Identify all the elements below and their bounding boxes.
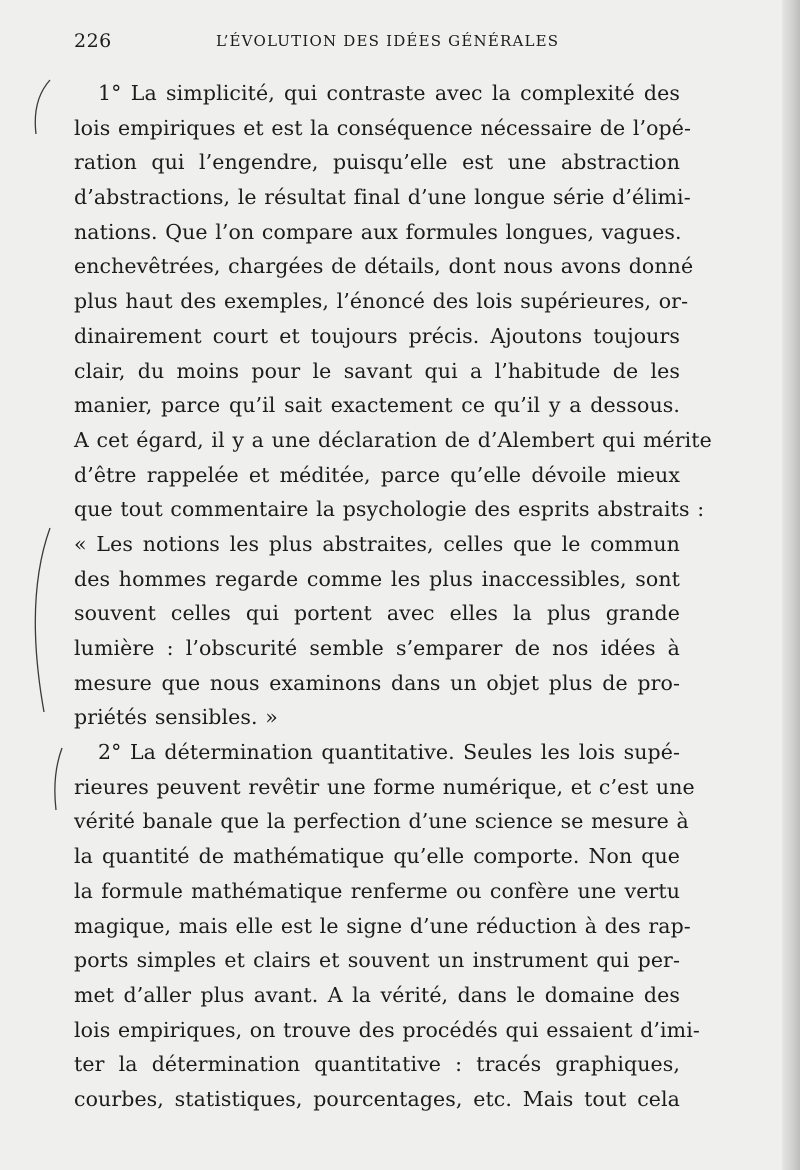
pencil-margin-marks [0,0,80,1170]
text-line: rieures peuvent revêtir une forme numérique, et c’est une [74,774,695,799]
text-line: manier, parce qu’il sait exactement ce qu’il y a dessous. [74,393,680,418]
text-line: nations. Que l’on compare aux formules longues, vagues. [74,219,682,244]
page-edge-shadow [782,0,800,1170]
text-line: ports simples et clairs et souvent un instrument qui per- [74,948,680,973]
text-line: ration qui l’engendre, puisqu’elle est une abstraction [74,150,680,175]
text-line: A cet égard, il y a une déclaration de d’Alembert qui mérite [74,427,712,452]
text-line: la quantité de mathématique qu’elle comporte. Non que [74,844,680,869]
text-line: la formule mathématique renferme ou confère une vertu [74,878,680,903]
text-line: que tout commentaire la psychologie des esprits abstraits : [74,497,705,522]
text-line: d’abstractions, le résultat final d’une longue série d’élimi- [74,185,691,210]
pencil-bracket-mark [55,748,62,810]
text-line: courbes, statistiques, pourcentages, etc. Mais tout cela [74,1086,680,1111]
text-line: lois empiriques et est la conséquence nécessaire de l’opé- [74,115,692,140]
page-number: 226 [74,30,112,52]
text-line: priétés sensibles. » [74,705,278,730]
text-line: lumière : l’obscurité semble s’emparer de nos idées à [74,636,680,660]
text-line: dinairement court et toujours précis. Ajoutons toujours [74,323,680,348]
text-line: d’être rappelée et méditée, parce qu’elle dévoile mieux [74,462,680,487]
text-line: des hommes regarde comme les plus inaccessibles, sont [74,566,680,591]
text-line: lois empiriques, on trouve des procédés qui essaient d’imi- [74,1017,700,1042]
text-line: « Les notions les plus abstraites, celles que le commun [74,531,680,556]
running-title: L’ÉVOLUTION DES IDÉES GÉNÉRALES [216,32,560,50]
text-line: 1° La simplicité, qui contraste avec la complexité des [98,81,680,105]
text-line: souvent celles qui portent avec elles la plus grande [74,601,680,626]
body-text [74,76,712,1117]
text-line: magique, mais elle est le signe d’une réduction à des rap- [74,913,691,938]
text-line: ter la détermination quantitative : tracés graphiques, [74,1052,680,1077]
text-line: 2° La détermination quantitative. Seules les lois supé- [98,740,680,765]
text-line: enchevêtrées, chargées de détails, dont nous avons donné [74,254,694,279]
text-line: clair, du moins pour le savant qui a l’habitude de les [74,358,680,383]
text-line: mesure que nous examinons dans un objet plus de pro- [74,670,680,695]
page-header [74,30,684,58]
text-line: met d’aller plus avant. A la vérité, dans le domaine des [74,982,680,1007]
text-line: vérité banale que la perfection d’une science se mesure à [74,809,689,834]
pencil-bracket-mark [35,80,50,134]
text-line: plus haut des exemples, l’énoncé des lois supérieures, or- [74,289,689,314]
pencil-bracket-mark [35,528,50,712]
